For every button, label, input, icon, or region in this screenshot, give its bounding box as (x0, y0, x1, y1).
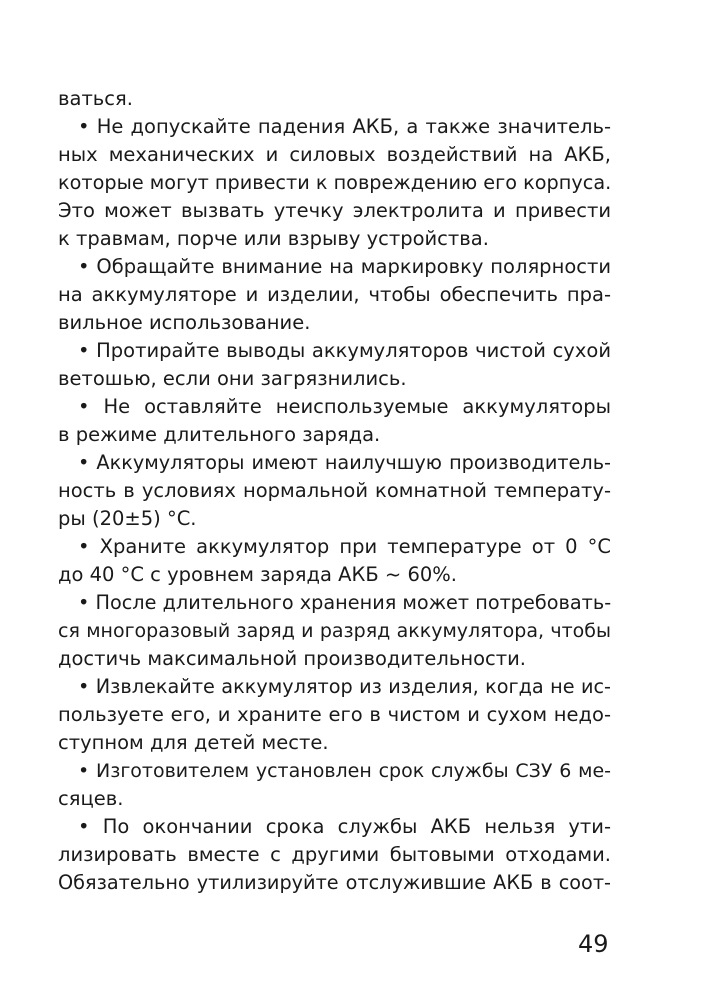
bullet-line: • По окончании срока службы АКБ нельзя ути- (78, 815, 611, 838)
bullet-line: • После длительного хранения может потребовать- (78, 591, 612, 614)
text-line: Обязательно утилизируйте отслужившие АКБ в соот- (58, 871, 611, 894)
text-line: в режиме длительного заряда. (58, 423, 381, 446)
text-line: ры (20±5) °С. (58, 507, 197, 530)
text-line: до 40 °С с уровнем заряда АКБ ~ 60%. (58, 563, 457, 586)
bullet-line: • Извлекайте аккумулятор из изделия, когда не ис- (78, 675, 611, 698)
text-line: ваться. (58, 87, 133, 110)
bullet-line: • Аккумуляторы имеют наилучшую производитель- (78, 451, 611, 474)
text-line: пользуете его, и храните его в чистом и сухом недо- (58, 703, 611, 726)
text-line: на аккумуляторе и изделии, чтобы обеспечить пра- (58, 283, 611, 306)
bullet-line: • Протирайте выводы аккумуляторов чистой сухой (78, 339, 611, 362)
text-line: ветошью, если они загрязнились. (58, 367, 407, 390)
bullet-line: • Обращайте внимание на маркировку полярности (78, 255, 611, 278)
bullet-line: • Не оставляйте неиспользуемые аккумуляторы (78, 395, 611, 418)
text-line: достичь максимальной производительности. (58, 647, 526, 670)
bullet-line: • Не допускайте падения АКБ, а также значитель- (78, 115, 611, 138)
text-line: Это может вызвать утечку электролита и привести (58, 199, 611, 222)
text-line: сяцев. (58, 787, 124, 810)
document-body (58, 85, 611, 897)
text-line: ся многоразовый заряд и разряд аккумулятора, чтобы (58, 620, 611, 642)
text-line: к травмам, порче или взрыву устройства. (58, 227, 489, 250)
text-line: ность в условиях нормальной комнатной температу- (58, 479, 611, 502)
text-line: вильное использование. (58, 311, 311, 334)
bullet-line: • Изготовителем установлен срок службы СЗУ 6 ме- (78, 760, 611, 782)
text-line: которые могут привести к повреждению его корпуса. (58, 171, 612, 194)
text-line: ступном для детей месте. (58, 731, 329, 754)
text-line: лизировать вместе с другими бытовыми отходами. (58, 843, 611, 866)
bullet-line: • Храните аккумулятор при температуре от 0 °С (78, 535, 611, 558)
page-number: 49 (578, 930, 609, 958)
text-line: ных механических и силовых воздействий на АКБ, (58, 143, 611, 166)
